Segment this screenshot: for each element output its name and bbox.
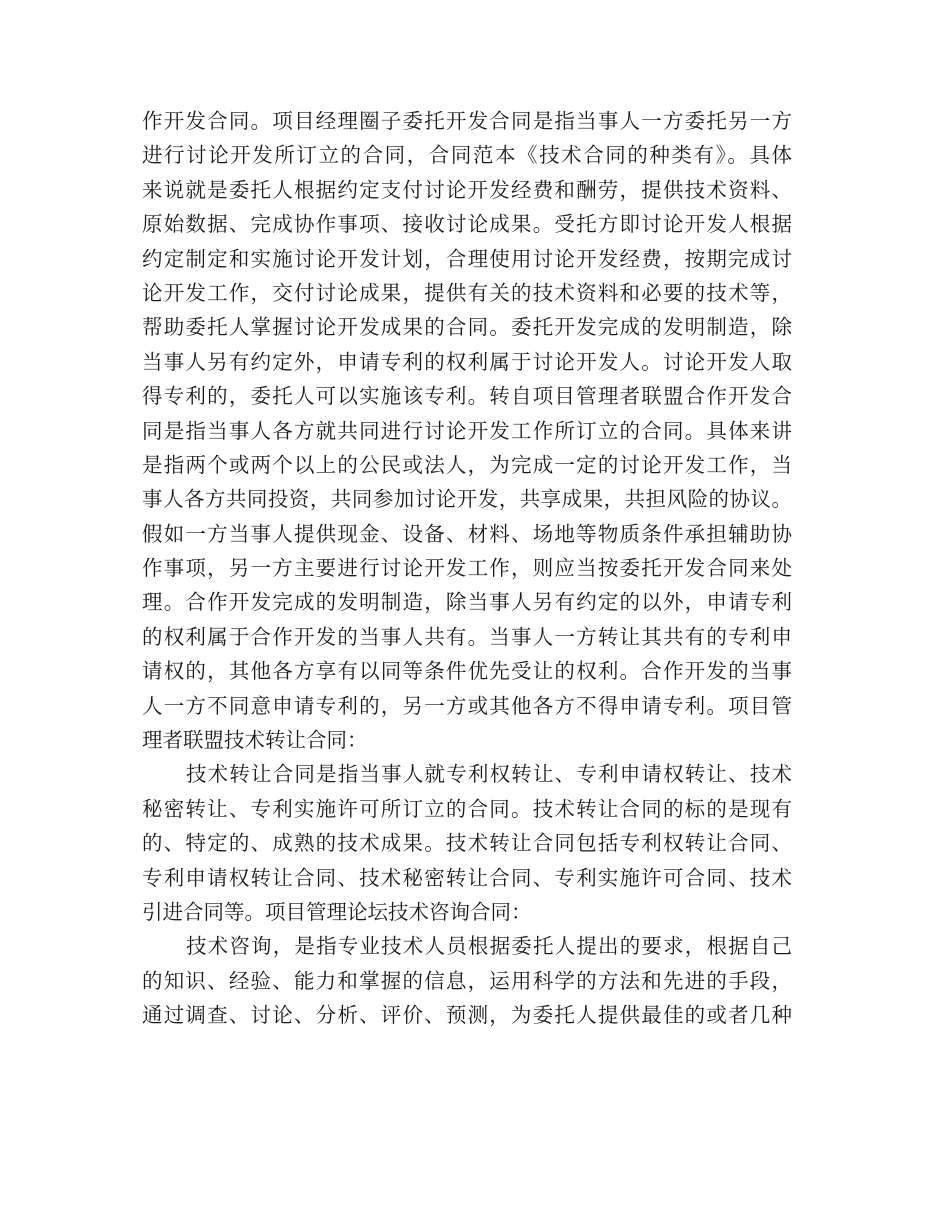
text-line: 人一方不同意申请专利的，另一方或其他各方不得申请专利。项目管 xyxy=(142,693,792,718)
text-line: 事人各方共同投资，共同参加讨论开发，共享成果，共担风险的协议。 xyxy=(142,487,792,512)
text-line: 得专利的，委托人可以实施该专利。转自项目管理者联盟合作开发合 xyxy=(142,384,792,409)
text-line: 引进合同等。项目管理论坛技术咨询合同： xyxy=(142,899,532,924)
text-line: 的知识、经验、能力和掌握的信息，运用科学的方法和先进的手段， xyxy=(142,968,792,993)
text-line: 当事人另有约定外，申请专利的权利属于讨论开发人。讨论开发人取 xyxy=(142,349,792,374)
text-line: 请权的，其他各方享有以同等条件优先受让的权利。合作开发的当事 xyxy=(142,659,792,684)
text-line: 假如一方当事人提供现金、设备、材料、场地等物质条件承担辅助协 xyxy=(142,521,792,546)
text-line: 的、特定的、成熟的技术成果。技术转让合同包括专利权转让合同、 xyxy=(142,831,792,856)
text-line: 进行讨论开发所订立的合同，合同范本《技术合同的种类有》。具体 xyxy=(142,143,792,168)
text-line: 原始数据、完成协作事项、接收讨论成果。受托方即讨论开发人根据 xyxy=(142,212,792,237)
text-line: 理。合作开发完成的发明制造，除当事人另有约定的以外，申请专利 xyxy=(142,590,792,615)
text-line: 理者联盟技术转让合同： xyxy=(142,728,368,753)
text-line: 同是指当事人各方就共同进行讨论开发工作所订立的合同。具体来讲 xyxy=(142,418,792,443)
text-line: 是指两个或两个以上的公民或法人，为完成一定的讨论开发工作，当 xyxy=(142,452,792,477)
text-line: 通过调查、讨论、分析、评价、预测，为委托人提供最佳的或者几种 xyxy=(142,1003,792,1028)
text-line: 专利申请权转让合同、技术秘密转让合同、专利实施许可合同、技术 xyxy=(142,865,792,890)
text-line: 作开发合同。项目经理圈子委托开发合同是指当事人一方委托另一方 xyxy=(142,109,792,133)
text-line: 技术转让合同是指当事人就专利权转让、专利申请权转让、技术 xyxy=(186,762,792,787)
text-line: 来说就是委托人根据约定支付讨论开发经费和酬劳，提供技术资料、 xyxy=(142,177,792,202)
text-line: 技术咨询，是指专业技术人员根据委托人提出的要求，根据自己 xyxy=(186,934,792,959)
text-line: 约定制定和实施讨论开发计划，合理使用讨论开发经费，按期完成讨 xyxy=(142,246,792,271)
text-line: 作事项，另一方主要进行讨论开发工作，则应当按委托开发合同来处 xyxy=(142,556,792,581)
text-line: 论开发工作，交付讨论成果，提供有关的技术资料和必要的技术等， xyxy=(142,280,792,305)
text-line: 秘密转让、专利实施许可所订立的合同。技术转让合同的标的是现有 xyxy=(142,796,792,821)
text-line: 帮助委托人掌握讨论开发成果的合同。委托开发完成的发明制造，除 xyxy=(142,315,792,340)
text-line: 的权利属于合作开发的当事人共有。当事人一方转让其共有的专利申 xyxy=(142,624,792,649)
body-text xyxy=(142,104,812,1033)
